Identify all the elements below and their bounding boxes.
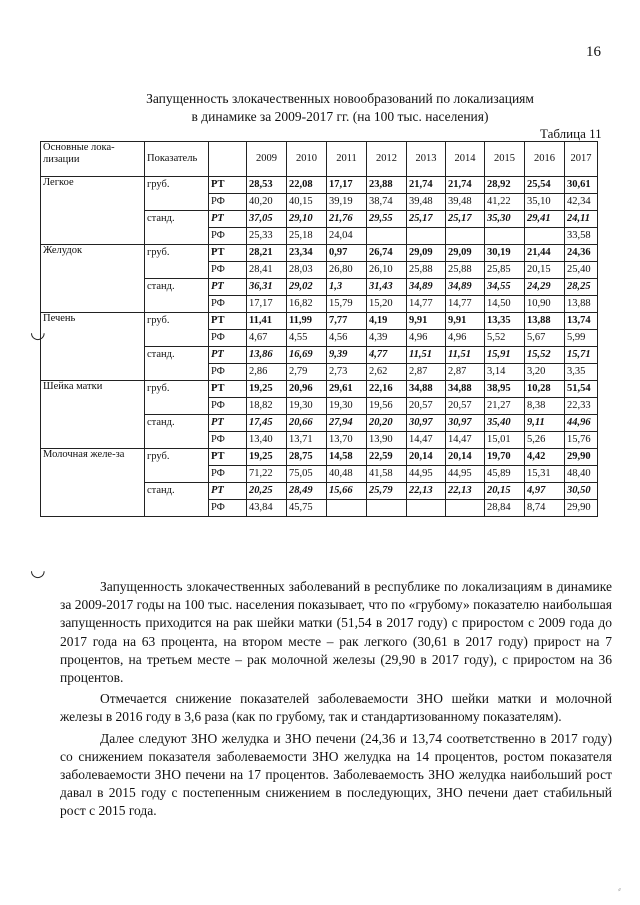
value-cell: 30,97 (446, 415, 485, 432)
value-cell: 28,03 (287, 262, 327, 279)
value-cell: 20,15 (485, 483, 525, 500)
value-cell: 20,15 (525, 262, 565, 279)
value-cell: 2,62 (367, 364, 407, 381)
region-cell: РФ (209, 296, 247, 313)
value-cell: 51,54 (565, 381, 598, 398)
value-cell: 40,48 (327, 466, 367, 483)
value-cell: 25,88 (446, 262, 485, 279)
value-cell: 11,51 (446, 347, 485, 364)
value-cell: 37,05 (247, 211, 287, 228)
value-cell: 20,57 (446, 398, 485, 415)
indicator-cell: груб. (145, 177, 209, 211)
value-cell: 2,73 (327, 364, 367, 381)
value-cell: 13,35 (485, 313, 525, 330)
value-cell: 28,75 (287, 449, 327, 466)
value-cell: 42,34 (565, 194, 598, 211)
value-cell (525, 228, 565, 245)
value-cell: 4,55 (287, 330, 327, 347)
value-cell: 20,57 (407, 398, 446, 415)
value-cell: 5,52 (485, 330, 525, 347)
value-cell: 22,13 (407, 483, 446, 500)
region-cell: РФ (209, 364, 247, 381)
value-cell: 29,41 (525, 211, 565, 228)
header-year: 2013 (407, 142, 446, 177)
value-cell: 14,58 (327, 449, 367, 466)
value-cell: 2,87 (446, 364, 485, 381)
value-cell: 30,97 (407, 415, 446, 432)
value-cell: 18,82 (247, 398, 287, 415)
value-cell (446, 500, 485, 517)
region-cell: РФ (209, 398, 247, 415)
value-cell: 11,51 (407, 347, 446, 364)
value-cell: 25,17 (446, 211, 485, 228)
value-cell: 30,61 (565, 177, 598, 194)
value-cell: 9,91 (446, 313, 485, 330)
value-cell: 15,91 (485, 347, 525, 364)
value-cell: 21,74 (446, 177, 485, 194)
value-cell: 24,29 (525, 279, 565, 296)
value-cell: 34,89 (446, 279, 485, 296)
value-cell: 17,17 (327, 177, 367, 194)
region-cell: РФ (209, 262, 247, 279)
value-cell: 13,71 (287, 432, 327, 449)
region-cell: РТ (209, 245, 247, 262)
value-cell: 16,69 (287, 347, 327, 364)
value-cell: 33,58 (565, 228, 598, 245)
value-cell: 24,11 (565, 211, 598, 228)
value-cell: 3,14 (485, 364, 525, 381)
value-cell: 4,19 (367, 313, 407, 330)
value-cell: 40,20 (247, 194, 287, 211)
value-cell: 2,79 (287, 364, 327, 381)
value-cell: 17,45 (247, 415, 287, 432)
value-cell: 15,71 (565, 347, 598, 364)
body-text (60, 578, 612, 824)
region-cell: РФ (209, 330, 247, 347)
indicator-cell: груб. (145, 245, 209, 279)
value-cell: 21,76 (327, 211, 367, 228)
value-cell: 2,86 (247, 364, 287, 381)
scan-corner-mark: ⸗ (618, 884, 621, 894)
value-cell: 29,09 (446, 245, 485, 262)
indicator-cell: груб. (145, 381, 209, 415)
site-name-cell: Шейка матки (41, 381, 145, 449)
value-cell: 28,84 (485, 500, 525, 517)
value-cell: 21,74 (407, 177, 446, 194)
value-cell: 19,25 (247, 449, 287, 466)
value-cell: 15,01 (485, 432, 525, 449)
value-cell: 26,10 (367, 262, 407, 279)
value-cell: 25,85 (485, 262, 525, 279)
site-name-cell: Печень (41, 313, 145, 381)
header-year: 2017 (565, 142, 598, 177)
value-cell: 8,74 (525, 500, 565, 517)
value-cell: 11,41 (247, 313, 287, 330)
value-cell: 30,50 (565, 483, 598, 500)
neoplasm-table (40, 141, 598, 517)
value-cell: 11,99 (287, 313, 327, 330)
value-cell: 22,59 (367, 449, 407, 466)
value-cell: 38,95 (485, 381, 525, 398)
value-cell: 21,27 (485, 398, 525, 415)
table-row (41, 177, 598, 194)
value-cell: 35,30 (485, 211, 525, 228)
header-year: 2015 (485, 142, 525, 177)
value-cell: 15,31 (525, 466, 565, 483)
value-cell: 4,39 (367, 330, 407, 347)
region-cell: РТ (209, 211, 247, 228)
value-cell: 45,75 (287, 500, 327, 517)
heading-line-2: в динамике за 2009-2017 гг. (на 100 тыс. населения) (191, 109, 489, 124)
value-cell: 13,74 (565, 313, 598, 330)
value-cell: 13,70 (327, 432, 367, 449)
table-header-row (41, 142, 598, 177)
value-cell: 19,56 (367, 398, 407, 415)
value-cell: 22,13 (446, 483, 485, 500)
value-cell: 20,14 (446, 449, 485, 466)
region-cell: РТ (209, 313, 247, 330)
value-cell: 15,66 (327, 483, 367, 500)
indicator-cell: груб. (145, 313, 209, 347)
value-cell: 5,99 (565, 330, 598, 347)
region-cell: РФ (209, 466, 247, 483)
value-cell: 0,97 (327, 245, 367, 262)
value-cell: 45,89 (485, 466, 525, 483)
site-name-cell: Молочная желе-за (41, 449, 145, 517)
value-cell: 41,22 (485, 194, 525, 211)
paragraph: Отмечается снижение показателей заболеваемости ЗНО шейки матки и молочной железы в 2016 году в 3,6 раза (как по грубому, так и стандартизованному показателям). (60, 691, 612, 725)
value-cell: 15,79 (327, 296, 367, 313)
header-year: 2010 (287, 142, 327, 177)
header-year: 2012 (367, 142, 407, 177)
value-cell: 25,17 (407, 211, 446, 228)
value-cell: 28,49 (287, 483, 327, 500)
site-name-cell: Легкое (41, 177, 145, 245)
value-cell: 13,90 (367, 432, 407, 449)
region-cell: РТ (209, 483, 247, 500)
value-cell: 19,70 (485, 449, 525, 466)
header-indicator: Показатель (145, 142, 209, 177)
value-cell: 71,22 (247, 466, 287, 483)
value-cell: 16,82 (287, 296, 327, 313)
value-cell: 9,39 (327, 347, 367, 364)
header-year: 2011 (327, 142, 367, 177)
value-cell: 41,58 (367, 466, 407, 483)
value-cell (367, 228, 407, 245)
value-cell: 9,11 (525, 415, 565, 432)
region-cell: РТ (209, 381, 247, 398)
indicator-cell: станд. (145, 347, 209, 381)
value-cell: 4,96 (407, 330, 446, 347)
value-cell: 14,47 (407, 432, 446, 449)
value-cell: 10,28 (525, 381, 565, 398)
value-cell: 44,96 (565, 415, 598, 432)
value-cell (446, 228, 485, 245)
value-cell: 4,42 (525, 449, 565, 466)
value-cell: 26,80 (327, 262, 367, 279)
value-cell: 29,10 (287, 211, 327, 228)
page-number: 16 (586, 44, 601, 60)
value-cell: 5,67 (525, 330, 565, 347)
value-cell: 27,94 (327, 415, 367, 432)
header-region (209, 142, 247, 177)
value-cell: 19,30 (287, 398, 327, 415)
region-cell: РФ (209, 432, 247, 449)
value-cell: 9,91 (407, 313, 446, 330)
value-cell: 28,41 (247, 262, 287, 279)
value-cell: 34,88 (446, 381, 485, 398)
value-cell: 15,76 (565, 432, 598, 449)
region-cell: РТ (209, 347, 247, 364)
value-cell: 24,04 (327, 228, 367, 245)
value-cell (407, 500, 446, 517)
table-row (41, 381, 598, 398)
value-cell: 14,47 (446, 432, 485, 449)
table-label: Таблица 11 (540, 126, 602, 141)
value-cell: 23,34 (287, 245, 327, 262)
value-cell: 31,43 (367, 279, 407, 296)
site-name-cell: Желудок (41, 245, 145, 313)
header-year: 2014 (446, 142, 485, 177)
indicator-cell: станд. (145, 415, 209, 449)
value-cell (327, 500, 367, 517)
region-cell: РТ (209, 449, 247, 466)
value-cell: 20,14 (407, 449, 446, 466)
indicator-cell: станд. (145, 483, 209, 517)
indicator-cell: станд. (145, 279, 209, 313)
value-cell: 22,16 (367, 381, 407, 398)
value-cell: 25,18 (287, 228, 327, 245)
value-cell: 14,50 (485, 296, 525, 313)
value-cell: 14,77 (446, 296, 485, 313)
value-cell: 28,53 (247, 177, 287, 194)
indicator-cell: груб. (145, 449, 209, 483)
value-cell: 19,30 (327, 398, 367, 415)
table-row (41, 245, 598, 262)
value-cell: 40,15 (287, 194, 327, 211)
value-cell: 43,84 (247, 500, 287, 517)
value-cell: 25,88 (407, 262, 446, 279)
header-site: Основные лока-лизации (41, 142, 145, 177)
value-cell: 39,48 (407, 194, 446, 211)
value-cell: 25,40 (565, 262, 598, 279)
region-cell: РТ (209, 279, 247, 296)
paragraph: Запущенность злокачественных заболеваний в республике по локализациям в динамике за 2009-2017 годы на 100 тыс. населения показывает, что по «грубому» показателю наибольшая запущенность приходится на рак шейки матки (51,54 в 2017 году) с приростом с 2009 года до 2017 года на 63 процента, на втором месте – рак легкого (30,61 в 2017 году) прирост на 7 процентов, на третьем месте – рак молочной железы (29,90 в 2017 году), с приростом на 36 процентов. (60, 579, 612, 686)
value-cell: 20,96 (287, 381, 327, 398)
value-cell: 4,56 (327, 330, 367, 347)
value-cell: 35,10 (525, 194, 565, 211)
value-cell: 44,95 (446, 466, 485, 483)
value-cell: 35,40 (485, 415, 525, 432)
value-cell: 26,74 (367, 245, 407, 262)
value-cell: 4,67 (247, 330, 287, 347)
value-cell: 39,48 (446, 194, 485, 211)
value-cell: 1,3 (327, 279, 367, 296)
table-heading (40, 90, 640, 126)
value-cell: 75,05 (287, 466, 327, 483)
value-cell: 13,88 (525, 313, 565, 330)
value-cell: 5,26 (525, 432, 565, 449)
value-cell: 20,25 (247, 483, 287, 500)
value-cell: 4,96 (446, 330, 485, 347)
value-cell (367, 500, 407, 517)
value-cell: 13,40 (247, 432, 287, 449)
region-cell: РТ (209, 177, 247, 194)
value-cell: 24,36 (565, 245, 598, 262)
value-cell: 29,09 (407, 245, 446, 262)
value-cell: 7,77 (327, 313, 367, 330)
value-cell: 25,54 (525, 177, 565, 194)
indicator-cell: станд. (145, 211, 209, 245)
value-cell: 36,31 (247, 279, 287, 296)
value-cell: 22,08 (287, 177, 327, 194)
table-row (41, 313, 598, 330)
value-cell: 34,55 (485, 279, 525, 296)
value-cell: 20,20 (367, 415, 407, 432)
table-body (41, 177, 598, 517)
value-cell: 25,79 (367, 483, 407, 500)
value-cell: 34,88 (407, 381, 446, 398)
table-row (41, 449, 598, 466)
value-cell: 48,40 (565, 466, 598, 483)
value-cell: 23,88 (367, 177, 407, 194)
value-cell: 22,33 (565, 398, 598, 415)
heading-line-1: Запущенность злокачественных новообразований по локализациям (146, 91, 534, 106)
value-cell: 15,52 (525, 347, 565, 364)
value-cell: 20,66 (287, 415, 327, 432)
region-cell: РФ (209, 500, 247, 517)
value-cell: 44,95 (407, 466, 446, 483)
value-cell: 29,90 (565, 500, 598, 517)
value-cell: 25,33 (247, 228, 287, 245)
value-cell: 19,25 (247, 381, 287, 398)
value-cell: 13,86 (247, 347, 287, 364)
paragraph: Далее следуют ЗНО желудка и ЗНО печени (24,36 и 13,74 соответственно в 2017 году) со снижением показателя заболеваемости ЗНО желудка на 14 процентов, ростом показателя заболеваемости ЗНО печени на 17 процентов. Заболеваемость ЗНО желудка наибольший рост давал в 2015 году с постепенным снижением в последующих, ЗНО печени дает стабильный рост с 2015 года. (60, 730, 612, 819)
value-cell: 34,89 (407, 279, 446, 296)
value-cell: 3,35 (565, 364, 598, 381)
value-cell: 21,44 (525, 245, 565, 262)
value-cell: 38,74 (367, 194, 407, 211)
value-cell: 3,20 (525, 364, 565, 381)
value-cell: 2,87 (407, 364, 446, 381)
value-cell: 30,19 (485, 245, 525, 262)
region-cell: РФ (209, 194, 247, 211)
value-cell: 8,38 (525, 398, 565, 415)
value-cell: 29,55 (367, 211, 407, 228)
value-cell: 28,92 (485, 177, 525, 194)
value-cell: 39,19 (327, 194, 367, 211)
margin-bracket-mark: ◡ (30, 560, 46, 580)
margin-bracket-mark: ◡ (30, 322, 46, 342)
region-cell: РФ (209, 228, 247, 245)
region-cell: РТ (209, 415, 247, 432)
value-cell: 29,61 (327, 381, 367, 398)
value-cell: 28,21 (247, 245, 287, 262)
value-cell: 4,97 (525, 483, 565, 500)
value-cell: 4,77 (367, 347, 407, 364)
value-cell (485, 228, 525, 245)
header-year: 2016 (525, 142, 565, 177)
value-cell: 15,20 (367, 296, 407, 313)
value-cell: 29,90 (565, 449, 598, 466)
value-cell: 13,88 (565, 296, 598, 313)
header-year: 2009 (247, 142, 287, 177)
value-cell: 28,25 (565, 279, 598, 296)
value-cell: 17,17 (247, 296, 287, 313)
value-cell: 10,90 (525, 296, 565, 313)
value-cell: 14,77 (407, 296, 446, 313)
value-cell: 29,02 (287, 279, 327, 296)
value-cell (407, 228, 446, 245)
